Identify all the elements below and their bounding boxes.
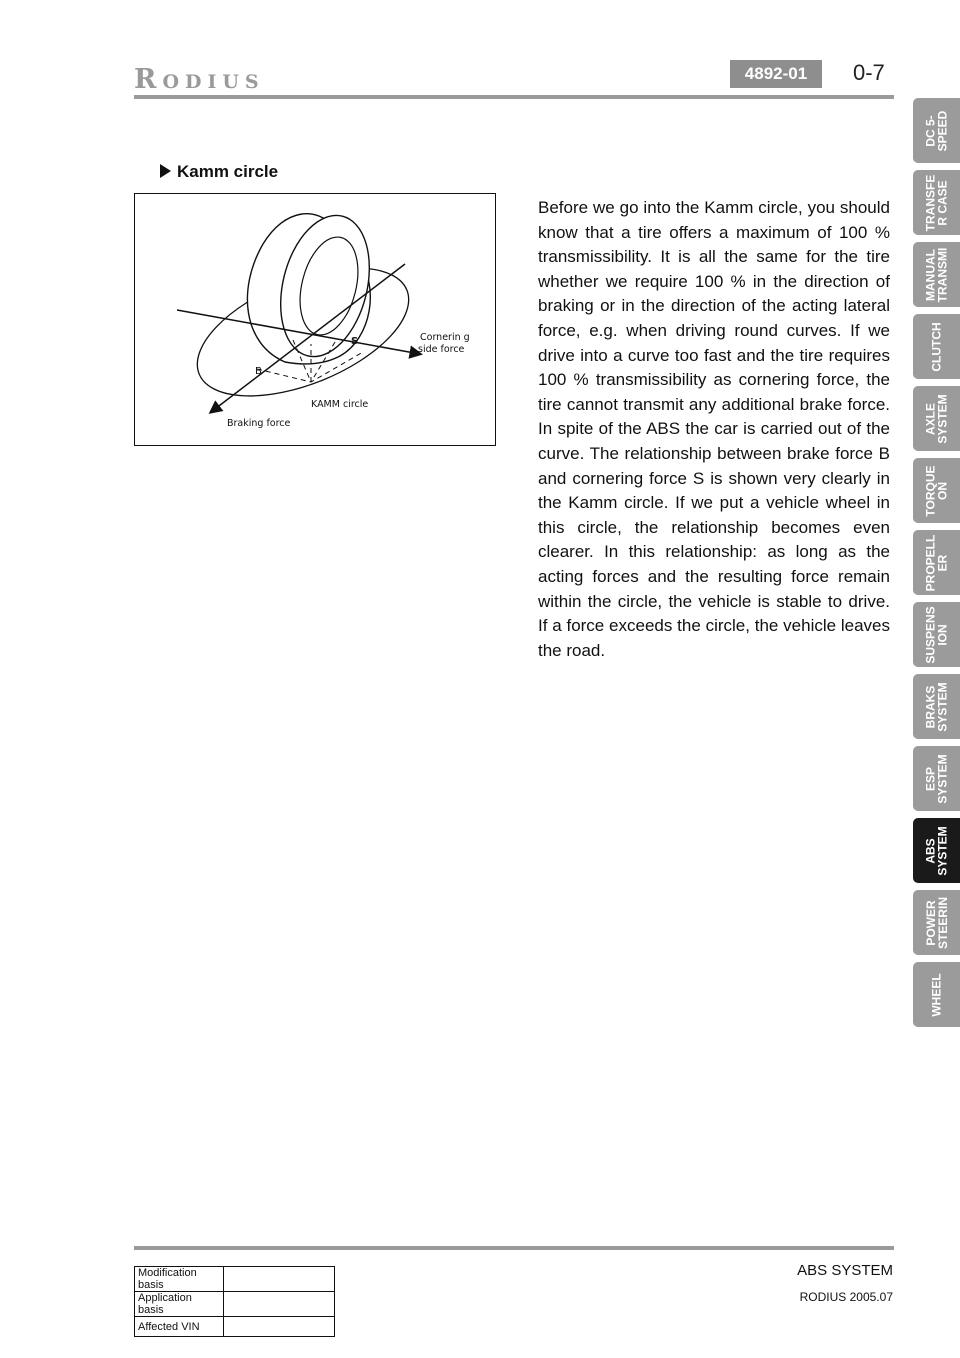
table-row xyxy=(135,1267,335,1292)
tab-wheel[interactable] xyxy=(913,962,960,1027)
tab-label: WHEEL xyxy=(929,972,944,1017)
header-divider xyxy=(134,95,894,99)
tab-braks-system[interactable] xyxy=(913,674,960,739)
tab-label: BRAKS SYSTEM xyxy=(923,681,950,732)
tab-dc-5-speed[interactable] xyxy=(913,98,960,163)
page-number: 0-7 xyxy=(853,60,885,85)
table-row-label: Modification basis xyxy=(135,1267,224,1292)
label-kamm: KAMM circle xyxy=(311,399,369,410)
label-s: S xyxy=(351,336,359,347)
tab-manual-transmission[interactable] xyxy=(913,242,960,307)
kamm-circle-diagram xyxy=(135,194,495,445)
label-side-force: side force xyxy=(418,344,465,355)
tab-label: POWER STEERIN xyxy=(923,896,950,949)
footer-section-name: ABS SYSTEM xyxy=(797,1262,893,1279)
tab-clutch[interactable] xyxy=(913,314,960,379)
tab-transfer-case[interactable] xyxy=(913,170,960,235)
footer-divider xyxy=(134,1246,894,1250)
tab-label: AXLE SYSTEM xyxy=(923,393,950,444)
tab-label: MANUAL TRANSMI xyxy=(923,247,950,302)
tab-label: ESP SYSTEM xyxy=(923,753,950,804)
label-braking: Braking force xyxy=(227,418,291,429)
table-row-value xyxy=(224,1267,335,1292)
tab-label: PROPELL ER xyxy=(923,534,950,591)
tab-propeller[interactable] xyxy=(913,530,960,595)
section-heading-text: Kamm circle xyxy=(177,162,279,181)
triangle-bullet-icon xyxy=(160,164,171,178)
document-code-badge: 4892-01 xyxy=(730,60,822,88)
table-row-label: Application basis xyxy=(135,1292,224,1317)
tab-esp-system[interactable] xyxy=(913,746,960,811)
tab-label: ABS SYSTEM xyxy=(923,825,950,876)
table-row-label: Affected VIN xyxy=(135,1317,224,1337)
table-row-value xyxy=(224,1292,335,1317)
tab-power-steering[interactable] xyxy=(913,890,960,955)
label-cornering: Cornerin g xyxy=(420,332,470,343)
footer-model-date: RODIUS 2005.07 xyxy=(799,1290,893,1304)
kamm-circle-figure xyxy=(134,193,496,446)
tab-label: TORQUE ON xyxy=(923,464,950,517)
body-paragraph: Before we go into the Kamm circle, you should know that a tire offers a maximum of 100 % transmissibility. It is all the same for the tire whether we require 100 % in the direction of braking or in the direction of the acting lateral force, e.g. when driving round curves. If we drive into a curve too fast and the tire requires 100 % transmissibility as cornering force, the tire cannot transmit any additional brake force. In spite of the ABS the car is carried out of the curve. The relationship between brake force B and cornering force S is shown very clearly in the Kamm circle. If we put a vehicle wheel in this circle, the relationship becomes even clearer. In this relationship: as long as the acting forces and the resulting force remain within the circle, the vehicle is stable to drive. If a force exceeds the circle, the vehicle leaves the road. xyxy=(538,198,890,660)
table-row-value xyxy=(224,1317,335,1337)
table-row xyxy=(135,1292,335,1317)
modification-table xyxy=(134,1266,335,1337)
tab-label: TRANSFE R CASE xyxy=(923,174,950,231)
tab-label: DC 5- SPEED xyxy=(923,110,950,151)
brand-logo: Rodius xyxy=(134,64,265,95)
section-heading xyxy=(160,162,278,182)
tab-torque-on[interactable] xyxy=(913,458,960,523)
tab-suspension[interactable] xyxy=(913,602,960,667)
tab-axle-system[interactable] xyxy=(913,386,960,451)
label-b: B xyxy=(255,366,262,377)
tab-label: CLUTCH xyxy=(929,321,944,372)
tab-abs-system[interactable] xyxy=(913,818,960,883)
tab-label: SUSPENS ION xyxy=(923,605,950,664)
table-row xyxy=(135,1317,335,1337)
